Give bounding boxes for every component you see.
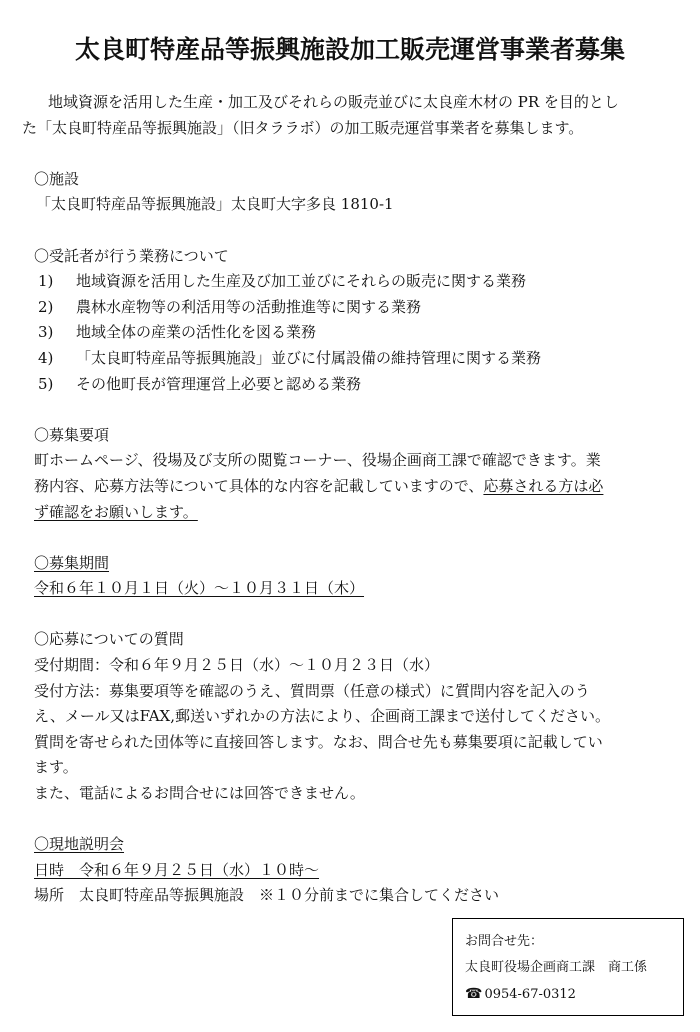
- duty-text: 「太良町特産品等振興施設」並びに付属設備の維持管理に関する業務: [76, 348, 542, 367]
- questions-heading: 〇応募についての質問: [34, 630, 184, 649]
- briefing-heading: 〇現地説明会: [34, 835, 125, 854]
- contact-phone: 0954-67-0312: [484, 987, 576, 1002]
- page-title: 太良町特産品等振興施設加工販売運営事業者募集: [74, 35, 625, 64]
- duty-number: 3): [38, 323, 54, 342]
- duty-item: [34, 295, 676, 321]
- questions-line: 受付方法：募集要項等を確認のうえ、質問票（任意の様式）に質問内容を記入のう: [34, 681, 590, 700]
- duty-number: 5): [38, 374, 54, 393]
- duty-item: [34, 346, 676, 372]
- guidelines-line-3: [34, 500, 676, 526]
- duty-number: 2): [38, 297, 54, 316]
- guidelines-line-2: [34, 474, 676, 500]
- intro-line-2: た「太良町特産品等振興施設」（旧タララボ）の加工販売運営事業者を募集します。: [22, 118, 584, 137]
- guidelines-heading: 〇募集要項: [34, 425, 110, 444]
- questions-line: 質問を寄せられた団体等に直接回答します。なお、問合せ先も募集要項に記載してい: [34, 732, 603, 751]
- contact-label: お問合せ先：: [465, 934, 544, 949]
- contact-box: [452, 918, 684, 1016]
- phone-icon: ☎: [465, 986, 483, 1002]
- document-body: [22, 90, 676, 909]
- duty-text: 地域資源を活用した生産及び加工並びにそれらの販売に関する業務: [76, 272, 527, 291]
- briefing-place: 場所 太良町特産品等振興施設 ※１０分前までに集合してください: [34, 886, 500, 905]
- guidelines-notice: ず確認をお願いします。: [34, 502, 198, 521]
- questions-line: ます。: [34, 758, 78, 777]
- guidelines-line-1: 町ホームページ、役場及び支所の閲覧コーナー、役場企画商工課で確認できます。業: [34, 451, 601, 470]
- period-heading: 〇募集期間: [34, 553, 110, 572]
- duty-text: 農林水産物等の利活用等の活動推進等に関する業務: [76, 297, 422, 316]
- duty-number: 4): [38, 348, 54, 367]
- contact-phone-row: [465, 981, 671, 1007]
- duty-item: [34, 269, 676, 295]
- duty-item: [34, 372, 676, 398]
- duty-text: 地域全体の産業の活性化を図る業務: [76, 323, 317, 342]
- period-text: 令和６年１０月１日（火）～１０月３１日（木）: [34, 579, 365, 598]
- questions-line: また、電話によるお問合せには回答できません。: [34, 784, 365, 803]
- duty-item: [34, 320, 676, 346]
- duty-text: その他町長が管理運営上必要と認める業務: [76, 374, 362, 393]
- contact-dept: 太良町役場企画商工課 商工係: [465, 960, 648, 975]
- guidelines-notice: 応募される方は必: [483, 476, 604, 495]
- guidelines-text: 務内容、応募方法等について具体的な内容を記載していますので、: [34, 476, 484, 495]
- questions-line: え、メール又はFAX,郵送いずれかの方法により、企画商工課まで送付してください。: [34, 707, 610, 726]
- briefing-datetime: 日時 令和６年９月２５日（水）１０時～: [34, 860, 320, 879]
- duty-number: 1): [38, 272, 54, 291]
- duties-heading: 〇受託者が行う業務について: [34, 246, 229, 265]
- intro-line-1: 地域資源を活用した生産・加工及びそれらの販売並びに太良産木材の PR を目的とし: [48, 93, 619, 111]
- questions-line: 受付期間：令和６年９月２５日（水）～１０月２３日（水）: [34, 656, 440, 675]
- facility-text: 「太良町特産品等振興施設」太良町大字多良 1810-1: [36, 195, 394, 214]
- facility-heading: 〇施設: [34, 169, 80, 188]
